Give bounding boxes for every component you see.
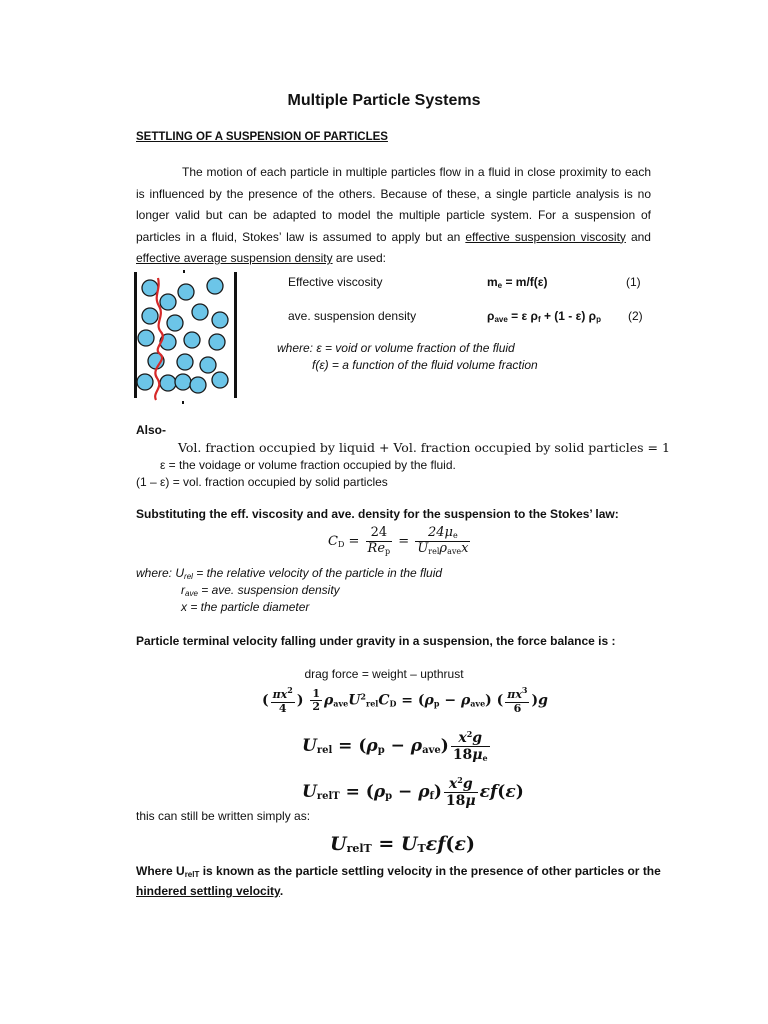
where-x: x = the particle diameter (181, 600, 310, 614)
particle (167, 315, 183, 331)
solid-fraction-definition: (1 – ε) = vol. fraction occupied by solid particles (136, 475, 388, 489)
hindered-settling-term: hindered settling velocity. (136, 884, 284, 898)
particle-suspension-diagram (128, 268, 243, 408)
particle (207, 278, 223, 294)
particle (200, 357, 216, 373)
particle (142, 280, 158, 296)
equation-number-2: (2) (628, 309, 643, 323)
terminal-velocity-intro: Particle terminal velocity falling under gravity in a suspension, the force balance is : (136, 634, 616, 648)
viscosity-label: Effective viscosity (288, 275, 383, 289)
particle (160, 294, 176, 310)
particle (177, 354, 193, 370)
particle (138, 330, 154, 346)
hindered-velocity-equation: $U_{relT} = U_T\varepsilon f(\varepsilon)$ (330, 833, 475, 855)
particle (178, 284, 194, 300)
density-equation: $\rho_{ave} = \varepsilon$ $\rho_f + (1 - \varepsilon)$ $\rho_p$ (487, 309, 601, 324)
particle (212, 372, 228, 388)
effective-density-term: effective average suspension density (136, 251, 333, 265)
force-balance-equation: ( $\frac{\pi x^2}{4}$ ) $\frac{1}{2}$ $\rho_{ave}U^2_{rel}C_D = (\rho_p - \rho_{ave})$ ( $\frac{\pi x^3}{6}$ )g (262, 685, 548, 715)
where-function: f(ε) = a function of the fluid volume fraction (312, 358, 538, 372)
viscosity-equation: $m_e = m/f(\varepsilon)$ (487, 275, 548, 290)
particle (142, 308, 158, 324)
page-title: Multiple Particle Systems (287, 92, 481, 109)
particle (184, 332, 200, 348)
simply-text: this can still be written simply as: (136, 809, 311, 823)
urelt-equation: $U_{relT} = (\rho_p - \rho_f)$ $\frac{x^2g}{18\mu}$ εf(ε) (302, 775, 524, 810)
stokes-intro: Substituting the eff. viscosity and ave. density for the suspension to the Stokes’ law: (136, 507, 619, 521)
urel-equation: $U_{rel} = (\rho_p - \rho_{ave})$ $\frac{x^2g}{18\mu_e}$ (302, 729, 488, 764)
particle (192, 304, 208, 320)
where-urel: where: $U_{rel}$ = the relative velocity of the particle in the fluid (136, 566, 443, 581)
section-heading: SETTLING OF A SUSPENSION OF PARTICLES (136, 131, 388, 143)
fraction-sum-equation: Vol. fraction occupied by liquid + Vol. fraction occupied by solid particles = 1 (178, 440, 670, 455)
force-balance-text: drag force = weight – upthrust (304, 667, 464, 681)
where-voidage: where: ε = void or volume fraction of the fluid (277, 341, 515, 355)
also-label: Also- (136, 423, 166, 437)
particle (175, 374, 191, 390)
equation-number-1: (1) (626, 275, 641, 289)
particles (137, 278, 228, 393)
particle (212, 312, 228, 328)
particle (160, 375, 176, 391)
intro-paragraph: The motion of each particle in multiple particles flow in a fluid in close proximity to each is influenced by the presence of the others. Because of these, a single particle analysis is no longer valid but can be adapted to model the multiple particle system. For a suspension of particles in a fluid, Stokes’ law is assumed to apply but an effective suspension viscosity and effective average suspension density are used: (136, 165, 651, 265)
where-rave: $r_{ave}$ = ave. suspension density (181, 583, 340, 598)
particle (137, 374, 153, 390)
container-wall-right (234, 272, 237, 398)
particle (209, 334, 225, 350)
particle (190, 377, 206, 393)
density-label: ave. suspension density (288, 309, 417, 323)
drag-coefficient-equation: $C_D$ = $\frac{24}{Re_p}$ = $\frac{24\mu_e}{U_{rel}\rho_{ave}x}$ (328, 525, 469, 556)
final-statement: Where $U_{relT}$ is known as the particle settling velocity in the presence of other particles or the (136, 864, 661, 879)
voidage-definition: ε = the voidage or volume fraction occupied by the fluid. (160, 458, 456, 472)
container-wall-left (134, 272, 137, 398)
effective-viscosity-term: effective suspension viscosity (465, 229, 626, 244)
